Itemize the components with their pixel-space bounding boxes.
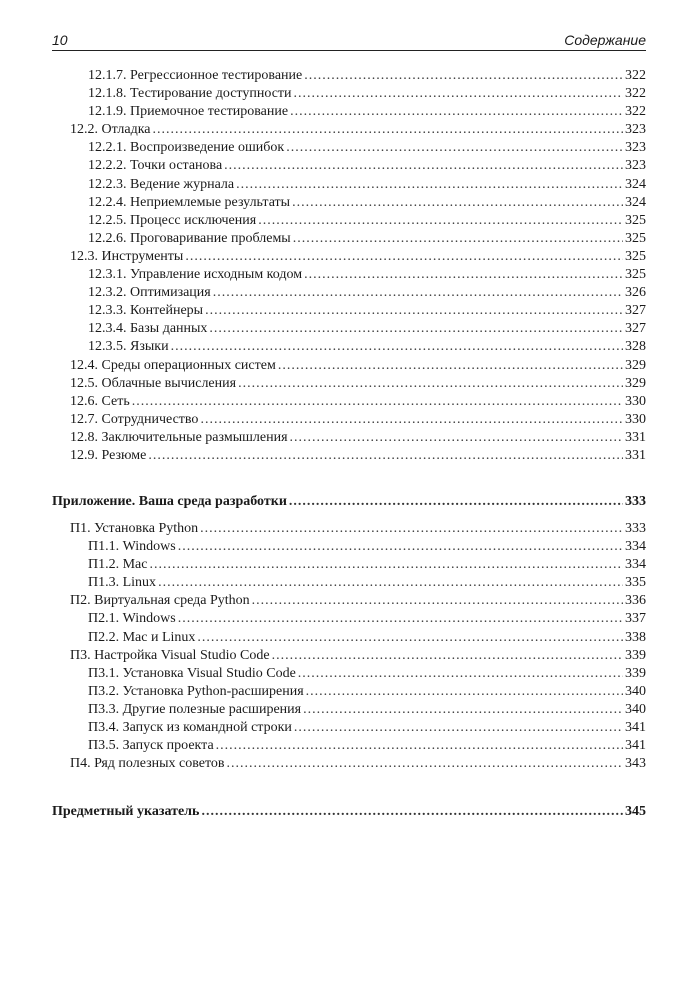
leader-dots bbox=[289, 493, 623, 511]
leader-dots bbox=[303, 701, 623, 719]
toc-entry[interactable] bbox=[52, 447, 646, 465]
toc-entry-page: 334 bbox=[625, 539, 646, 555]
toc-entry-page: 322 bbox=[625, 86, 646, 102]
toc-entry-page: 339 bbox=[625, 647, 646, 663]
toc-entry[interactable] bbox=[52, 212, 646, 230]
toc-entry[interactable] bbox=[52, 375, 646, 393]
toc-entry-title: 12.3. Инструменты bbox=[70, 248, 185, 266]
toc-entry[interactable] bbox=[52, 411, 646, 429]
toc-entry-title: П3.1. Установка Visual Studio Code bbox=[88, 665, 298, 683]
toc-entry-page: 323 bbox=[625, 158, 646, 174]
leader-dots bbox=[272, 647, 623, 665]
toc-entry[interactable] bbox=[52, 737, 646, 755]
toc-entry-title: 12.3.1. Управление исходным кодом bbox=[88, 266, 304, 284]
toc-entry-page: 341 bbox=[625, 720, 646, 736]
toc-appendix-heading bbox=[52, 493, 646, 511]
toc-entry[interactable] bbox=[52, 103, 646, 121]
page-header bbox=[52, 30, 646, 51]
toc-entry-title: 12.2.1. Воспроизведение ошибок bbox=[88, 139, 286, 157]
toc-entry[interactable] bbox=[52, 683, 646, 701]
toc-entry-title: П1.1. Windows bbox=[88, 538, 178, 556]
leader-dots bbox=[178, 538, 623, 556]
toc-entry[interactable] bbox=[52, 629, 646, 647]
toc-entry-title: П3.3. Другие полезные расширения bbox=[88, 701, 303, 719]
toc-entry-page: 335 bbox=[625, 575, 646, 591]
toc-entry[interactable] bbox=[52, 194, 646, 212]
toc-entry[interactable] bbox=[52, 121, 646, 139]
toc-entry[interactable] bbox=[52, 701, 646, 719]
leader-dots bbox=[278, 357, 623, 375]
toc-entry-title: П3.2. Установка Python-расширения bbox=[88, 683, 306, 701]
running-title: Содержание bbox=[564, 32, 646, 48]
toc-entry[interactable] bbox=[52, 803, 646, 821]
leader-dots bbox=[153, 121, 623, 139]
leader-dots bbox=[258, 212, 623, 230]
toc-appendix-sections bbox=[52, 520, 646, 773]
toc-entry[interactable] bbox=[52, 67, 646, 85]
leader-dots bbox=[213, 284, 623, 302]
toc-entry[interactable] bbox=[52, 85, 646, 103]
toc-entry-title: 12.2.6. Проговаривание проблемы bbox=[88, 230, 293, 248]
leader-dots bbox=[290, 429, 623, 447]
toc-entry-page: 333 bbox=[625, 494, 646, 509]
toc-chapter-12-continued bbox=[52, 67, 646, 465]
toc-entry-page: 337 bbox=[625, 611, 646, 627]
leader-dots bbox=[298, 665, 623, 683]
toc-entry-title: 12.3.3. Контейнеры bbox=[88, 302, 205, 320]
toc-entry-page: 324 bbox=[625, 176, 646, 192]
toc-entry[interactable] bbox=[52, 338, 646, 356]
toc-entry[interactable] bbox=[52, 357, 646, 375]
toc-entry-page: 325 bbox=[625, 248, 646, 264]
toc-entry[interactable] bbox=[52, 610, 646, 628]
toc-entry-page: 325 bbox=[625, 230, 646, 246]
toc-entry-title: 12.8. Заключительные размышления bbox=[70, 429, 290, 447]
toc-entry[interactable] bbox=[52, 248, 646, 266]
toc-entry-page: 329 bbox=[625, 375, 646, 391]
toc-entry-title: П3. Настройка Visual Studio Code bbox=[70, 647, 272, 665]
toc-entry-title: 12.2. Отладка bbox=[70, 121, 153, 139]
toc-entry-title: 12.3.2. Оптимизация bbox=[88, 284, 213, 302]
toc-entry-title: 12.1.7. Регрессионное тестирование bbox=[88, 67, 304, 85]
toc-entry-page: 323 bbox=[625, 140, 646, 156]
toc-entry-title: 12.6. Сеть bbox=[70, 393, 132, 411]
toc-entry-title: Приложение. Ваша среда разработки bbox=[52, 493, 289, 511]
leader-dots bbox=[200, 411, 623, 429]
toc-entry-title: П2. Виртуальная среда Python bbox=[70, 592, 252, 610]
leader-dots bbox=[209, 320, 623, 338]
toc-entry[interactable] bbox=[52, 719, 646, 737]
toc-entry-title: 12.2.2. Точки останова bbox=[88, 157, 224, 175]
toc-entry-title: П1.3. Linux bbox=[88, 574, 158, 592]
toc-entry[interactable] bbox=[52, 393, 646, 411]
toc-entry[interactable] bbox=[52, 284, 646, 302]
toc-entry-page: 330 bbox=[625, 411, 646, 427]
leader-dots bbox=[132, 393, 623, 411]
leader-dots bbox=[185, 248, 623, 266]
toc-entry-page: 326 bbox=[625, 285, 646, 301]
toc-entry-title: П2.1. Windows bbox=[88, 610, 178, 628]
leader-dots bbox=[171, 338, 623, 356]
toc-entry-page: 330 bbox=[625, 393, 646, 409]
leader-dots bbox=[201, 803, 623, 821]
toc-entry-title: 12.2.3. Ведение журнала bbox=[88, 176, 236, 194]
toc-entry-page: 343 bbox=[625, 756, 646, 772]
toc-entry[interactable] bbox=[52, 157, 646, 175]
leader-dots bbox=[148, 447, 623, 465]
toc-entry[interactable] bbox=[52, 665, 646, 683]
toc-entry[interactable] bbox=[52, 429, 646, 447]
toc-entry-title: 12.4. Среды операционных систем bbox=[70, 357, 278, 375]
toc-entry-page: 333 bbox=[625, 521, 646, 536]
toc-entry-page: 341 bbox=[625, 738, 646, 754]
leader-dots bbox=[158, 574, 623, 592]
leader-dots bbox=[304, 266, 623, 284]
toc-entry[interactable] bbox=[52, 230, 646, 248]
toc-entry-title: 12.2.4. Неприемлемые результаты bbox=[88, 194, 292, 212]
toc-entry-title: П3.5. Запуск проекта bbox=[88, 737, 216, 755]
toc-entry-page: 338 bbox=[625, 629, 646, 645]
toc-entry-page: 323 bbox=[625, 122, 646, 138]
leader-dots bbox=[238, 375, 623, 393]
toc-entry[interactable] bbox=[52, 556, 646, 574]
toc-entry-title: П2.2. Mac и Linux bbox=[88, 629, 197, 647]
toc-index-heading bbox=[52, 803, 646, 821]
toc-entry-title: 12.1.9. Приемочное тестирование bbox=[88, 103, 290, 121]
leader-dots bbox=[227, 755, 623, 773]
leader-dots bbox=[252, 592, 623, 610]
leader-dots bbox=[236, 176, 623, 194]
toc-entry-title: П1. Установка Python bbox=[70, 520, 200, 538]
toc-entry-page: 325 bbox=[625, 212, 646, 228]
toc-entry-title: П3.4. Запуск из командной строки bbox=[88, 719, 294, 737]
toc-entry-page: 322 bbox=[625, 68, 646, 83]
toc-entry[interactable] bbox=[52, 647, 646, 665]
toc-entry-page: 322 bbox=[625, 104, 646, 120]
leader-dots bbox=[178, 610, 623, 628]
toc-entry[interactable] bbox=[52, 302, 646, 320]
leader-dots bbox=[197, 629, 623, 647]
toc-entry[interactable] bbox=[52, 520, 646, 538]
leader-dots bbox=[306, 683, 623, 701]
toc-entry-title: 12.9. Резюме bbox=[70, 447, 148, 465]
toc-entry-title: 12.1.8. Тестирование доступности bbox=[88, 85, 294, 103]
toc-entry-title: Предметный указатель bbox=[52, 803, 201, 821]
toc-entry-title: 12.3.4. Базы данных bbox=[88, 320, 209, 338]
toc-entry-page: 331 bbox=[625, 429, 646, 445]
leader-dots bbox=[216, 737, 623, 755]
toc-entry-page: 327 bbox=[625, 321, 646, 337]
toc-entry[interactable] bbox=[52, 266, 646, 284]
leader-dots bbox=[294, 85, 623, 103]
toc-entry-page: 345 bbox=[625, 804, 646, 819]
leader-dots bbox=[150, 556, 624, 574]
toc-entry-page: 328 bbox=[625, 339, 646, 355]
toc-entry-title: 12.7. Сотрудничество bbox=[70, 411, 200, 429]
toc-entry-page: 329 bbox=[625, 357, 646, 373]
toc-entry[interactable] bbox=[52, 320, 646, 338]
page-number: 10 bbox=[52, 32, 68, 48]
toc-entry-page: 339 bbox=[625, 665, 646, 681]
toc-entry-page: 340 bbox=[625, 701, 646, 717]
toc-entry[interactable] bbox=[52, 592, 646, 610]
toc-entry-page: 336 bbox=[625, 593, 646, 609]
leader-dots bbox=[286, 139, 623, 157]
toc-entry-title: 12.3.5. Языки bbox=[88, 338, 171, 356]
leader-dots bbox=[294, 719, 623, 737]
toc-entry-title: П1.2. Mac bbox=[88, 556, 150, 574]
toc-entry-page: 340 bbox=[625, 683, 646, 699]
toc-entry-title: 12.2.5. Процесс исключения bbox=[88, 212, 258, 230]
leader-dots bbox=[292, 194, 623, 212]
toc-entry[interactable] bbox=[52, 139, 646, 157]
toc-entry[interactable] bbox=[52, 493, 646, 511]
toc-entry-page: 334 bbox=[625, 557, 646, 573]
leader-dots bbox=[205, 302, 623, 320]
toc-entry[interactable] bbox=[52, 176, 646, 194]
leader-dots bbox=[224, 157, 623, 175]
toc-entry[interactable] bbox=[52, 574, 646, 592]
leader-dots bbox=[293, 230, 623, 248]
toc-entry-page: 327 bbox=[625, 303, 646, 319]
toc-entry-page: 325 bbox=[625, 267, 646, 283]
leader-dots bbox=[304, 67, 623, 85]
toc-entry-page: 324 bbox=[625, 194, 646, 210]
toc-entry[interactable] bbox=[52, 755, 646, 773]
leader-dots bbox=[290, 103, 623, 121]
toc-entry-page: 331 bbox=[625, 447, 646, 463]
toc-entry[interactable] bbox=[52, 538, 646, 556]
leader-dots bbox=[200, 520, 623, 538]
toc-entry-title: 12.5. Облачные вычисления bbox=[70, 375, 238, 393]
toc-entry-title: П4. Ряд полезных советов bbox=[70, 755, 227, 773]
